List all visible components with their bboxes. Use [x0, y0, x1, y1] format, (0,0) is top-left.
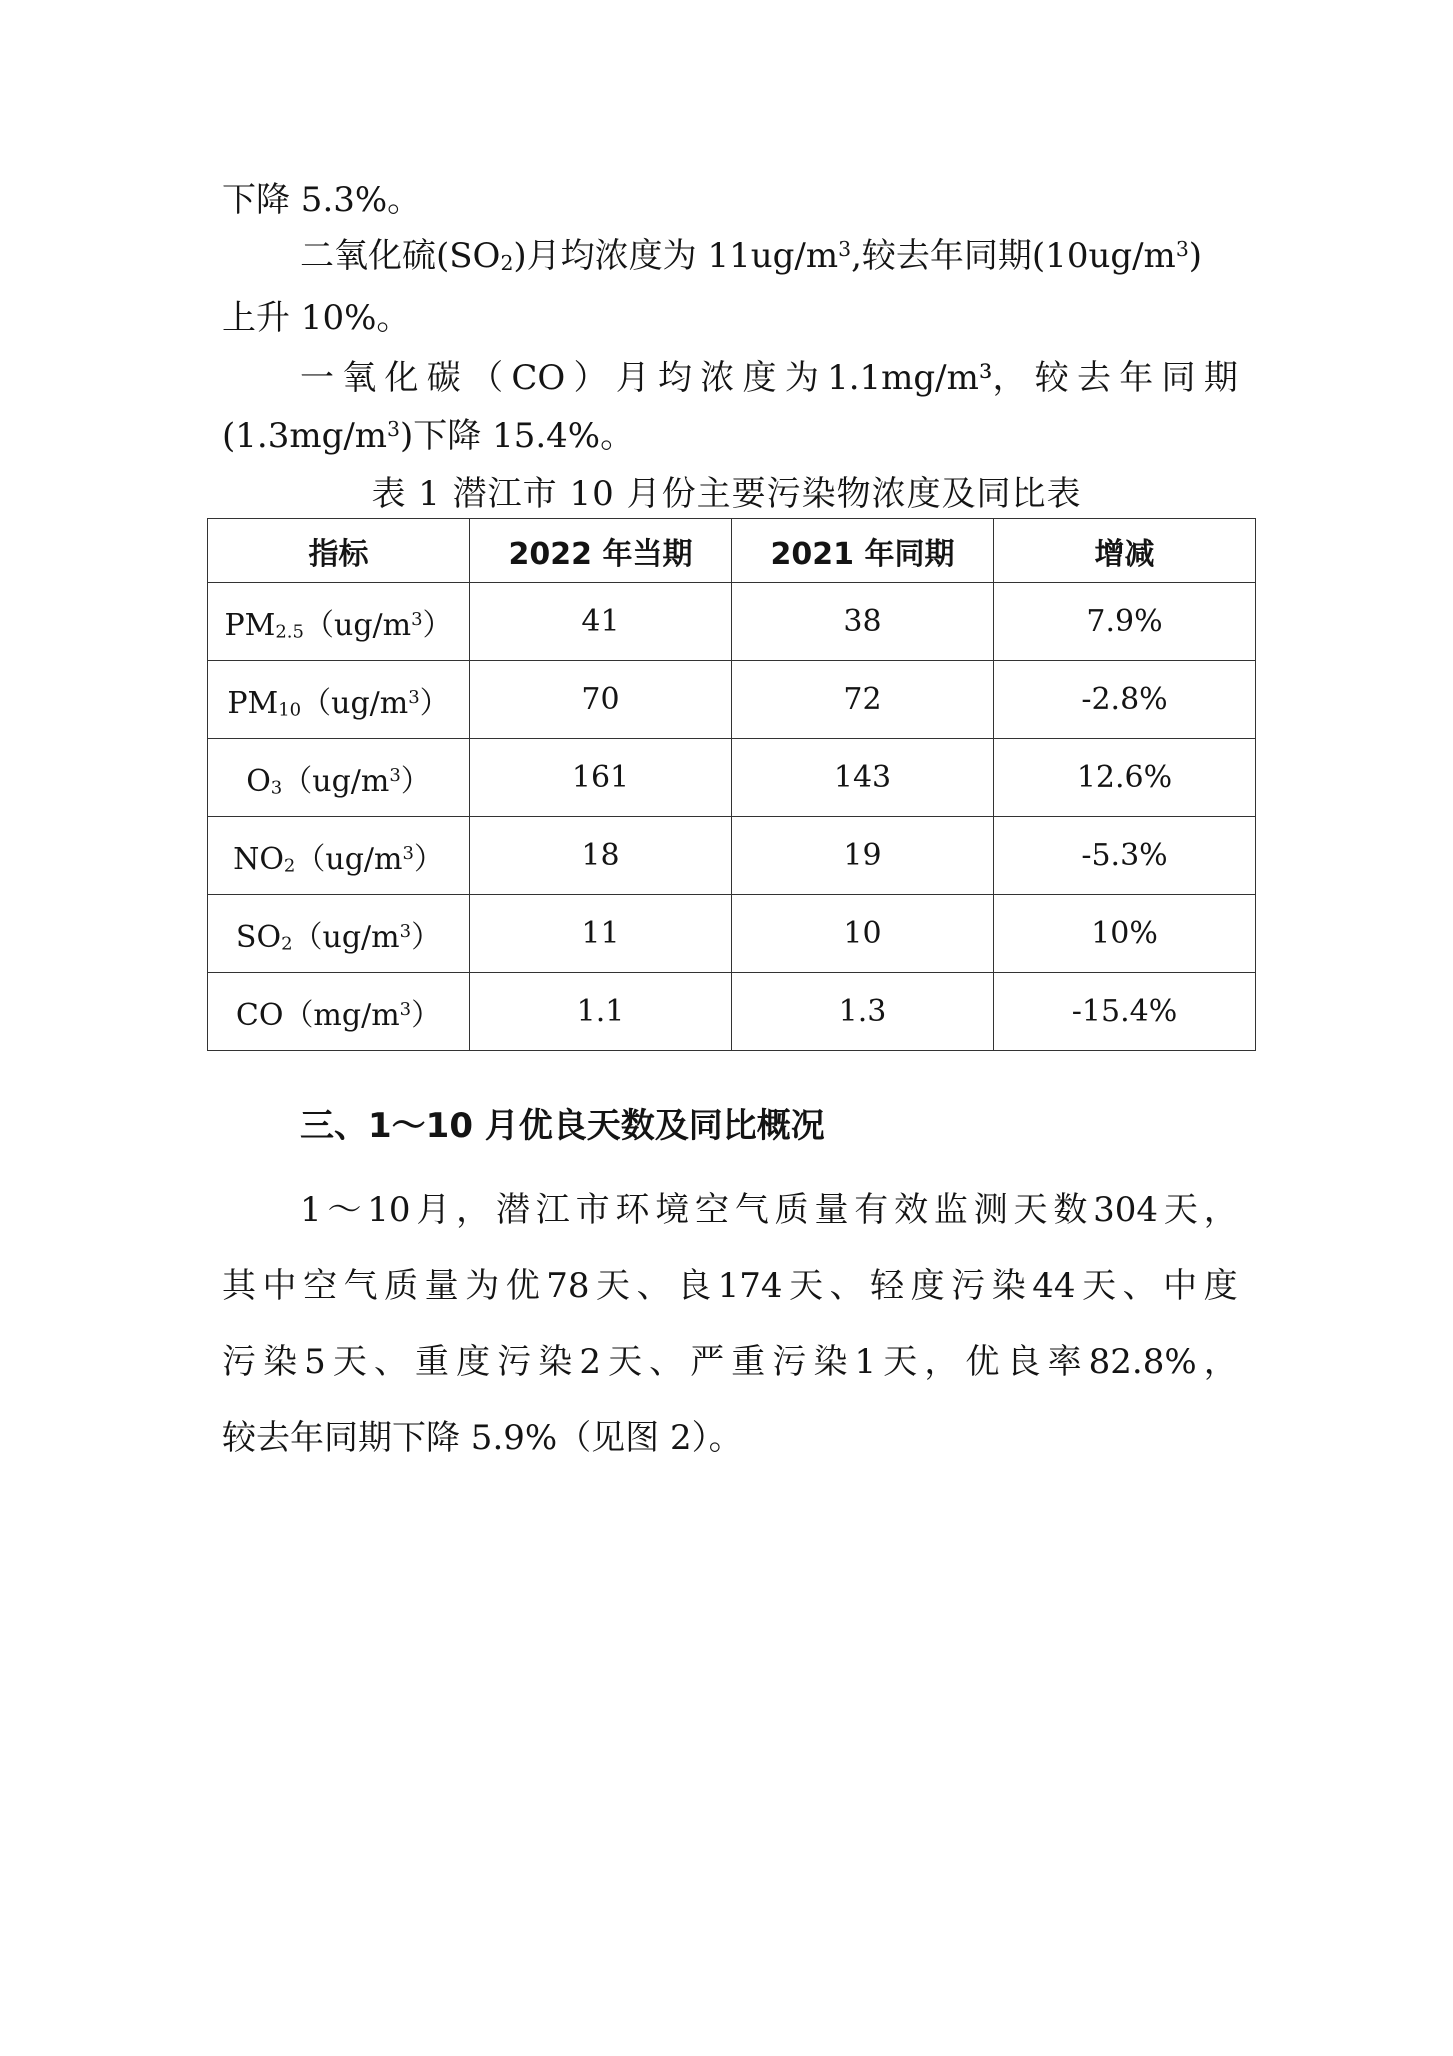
- co-line-token: 年: [1119, 358, 1154, 398]
- section-token: 气: [734, 1190, 769, 1230]
- section-token: ，: [924, 1342, 959, 1382]
- section-token: 染: [991, 1266, 1026, 1306]
- co-line-token: 较: [1034, 358, 1069, 398]
- header-previous-year: 2021 年同期: [732, 519, 994, 583]
- section-token: 10: [367, 1190, 411, 1230]
- paragraph-co: [222, 350, 1238, 406]
- pollutant-table: [207, 518, 1256, 1051]
- section-token: 、: [636, 1266, 671, 1306]
- current-value-cell: 161: [470, 739, 732, 817]
- section-token: 1: [300, 1190, 322, 1230]
- section-token: 其: [222, 1266, 256, 1306]
- section-token: 效: [894, 1190, 929, 1230]
- change-cell: 7.9%: [994, 583, 1256, 661]
- previous-value-cell: 1.3: [732, 973, 994, 1051]
- section-token: 空: [303, 1266, 338, 1306]
- paragraph-so2: 二氧化硫$(SO_2)$月均浓度为 $11ug/m^3$,较去年同期$(10ug/m^3)$: [300, 236, 1203, 276]
- section-token: 度: [1203, 1266, 1238, 1306]
- current-value-cell: 11: [470, 895, 732, 973]
- section-token: 监: [933, 1190, 968, 1230]
- section-token: 78: [546, 1266, 590, 1306]
- table-row: [208, 973, 1256, 1051]
- section-token: 天: [332, 1342, 367, 1382]
- co-line-token: 同: [1161, 358, 1196, 398]
- paragraph-co-line2: $(1.3mg/m^3)$下降 15.4%。: [222, 416, 635, 456]
- indicator-cell: $PM_{2.5}(ug/m^3)$: [208, 583, 470, 661]
- change-cell: 12.6%: [994, 739, 1256, 817]
- previous-value-cell: 143: [732, 739, 994, 817]
- change-cell: -2.8%: [994, 661, 1256, 739]
- section-token: ～: [327, 1190, 362, 1230]
- section-token: 度: [910, 1266, 945, 1306]
- co-line-token: （: [469, 358, 504, 398]
- section-heading: 三、1～10 月优良天数及同比概况: [300, 1106, 825, 1146]
- section-token: 数: [1053, 1190, 1088, 1230]
- co-line-token: 化: [384, 358, 419, 398]
- section-token: 轻: [870, 1266, 905, 1306]
- previous-value-cell: 10: [732, 895, 994, 973]
- previous-value-cell: 38: [732, 583, 994, 661]
- section-line-4: 较去年同期下降 5.9%（见图 2）。: [222, 1418, 743, 1458]
- section-token: 、: [373, 1342, 408, 1382]
- indicator-cell: $CO(mg/m^3)$: [208, 973, 470, 1051]
- section-token: 量: [424, 1266, 459, 1306]
- section-token: 优: [965, 1342, 1000, 1382]
- change-cell: -15.4%: [994, 973, 1256, 1051]
- section-line-1: [222, 1172, 1238, 1248]
- co-line-token: 去: [1077, 358, 1112, 398]
- section-token: 天: [1082, 1266, 1117, 1306]
- section-token: 空: [695, 1190, 730, 1230]
- current-value-cell: 41: [470, 583, 732, 661]
- co-line-token: 碳: [426, 358, 461, 398]
- change-cell: 10%: [994, 895, 1256, 973]
- table-caption: 表 1 潜江市 10 月份主要污染物浓度及同比表: [371, 474, 1082, 514]
- section-token: 率: [1047, 1342, 1082, 1382]
- paragraph-so2-line2: 上升 10%。: [222, 298, 411, 338]
- section-token: 、: [649, 1342, 684, 1382]
- section-token: 潜: [495, 1190, 530, 1230]
- section-token: 气: [343, 1266, 378, 1306]
- section-line-3: [222, 1324, 1238, 1400]
- section-line-2: [222, 1248, 1238, 1324]
- section-token: 82.8%: [1088, 1342, 1197, 1382]
- indicator-cell: $NO_2(ug/m^3)$: [208, 817, 470, 895]
- section-token: 天: [1163, 1190, 1198, 1230]
- section-token: 、: [1122, 1266, 1157, 1306]
- co-line-token: 氧: [342, 358, 377, 398]
- co-line-token: 均: [658, 358, 693, 398]
- section-token: 量: [814, 1190, 849, 1230]
- section-token: 度: [456, 1342, 491, 1382]
- co-line-token: CO: [511, 358, 566, 398]
- section-token: 染: [813, 1342, 848, 1382]
- section-token: 304: [1093, 1190, 1159, 1230]
- co-line-token: 1.1mg/m³，: [827, 358, 1027, 398]
- section-token: 质: [774, 1190, 809, 1230]
- co-line-token: 月: [615, 358, 650, 398]
- section-token: 污: [951, 1266, 986, 1306]
- section-token: 境: [655, 1190, 690, 1230]
- section-token: 174: [717, 1266, 783, 1306]
- section-token: 中: [262, 1266, 297, 1306]
- header-change: 增减: [994, 519, 1256, 583]
- section-token: ，: [456, 1190, 491, 1230]
- section-token: 严: [690, 1342, 725, 1382]
- previous-value-cell: 19: [732, 817, 994, 895]
- section-token: 1: [854, 1342, 877, 1382]
- section-token: 江: [535, 1190, 570, 1230]
- table-header-row: [208, 519, 1256, 583]
- indicator-cell: $PM_{10}(ug/m^3)$: [208, 661, 470, 739]
- change-cell: -5.3%: [994, 817, 1256, 895]
- current-value-cell: 70: [470, 661, 732, 739]
- co-line-token: 为: [784, 358, 819, 398]
- section-token: ，: [1203, 1190, 1238, 1230]
- section-token: 良: [677, 1266, 712, 1306]
- section-token: 良: [1006, 1342, 1041, 1382]
- paragraph-no2-end: 下降 5.3%。: [222, 180, 422, 220]
- section-token: ，: [1203, 1342, 1238, 1382]
- section-token: 污: [222, 1342, 256, 1382]
- header-current-year: 2022 年当期: [470, 519, 732, 583]
- section-token: 市: [575, 1190, 610, 1230]
- co-line-token: 期: [1203, 358, 1238, 398]
- section-token: 天: [596, 1266, 631, 1306]
- section-token: 污: [497, 1342, 532, 1382]
- section-token: 天: [789, 1266, 824, 1306]
- table-row: [208, 661, 1256, 739]
- table-row: [208, 895, 1256, 973]
- current-value-cell: 18: [470, 817, 732, 895]
- section-token: 天: [1013, 1190, 1048, 1230]
- table-row: [208, 583, 1256, 661]
- co-line-token: 浓: [700, 358, 735, 398]
- section-token: 染: [263, 1342, 298, 1382]
- section-token: 染: [538, 1342, 573, 1382]
- section-token: 质: [384, 1266, 419, 1306]
- section-token: 重: [731, 1342, 766, 1382]
- section-token: 有: [854, 1190, 889, 1230]
- section-token: 、: [829, 1266, 864, 1306]
- section-body: [222, 1172, 1238, 1476]
- section-token: 环: [615, 1190, 650, 1230]
- table-row: [208, 817, 1256, 895]
- section-token: 月: [416, 1190, 451, 1230]
- current-value-cell: 1.1: [470, 973, 732, 1051]
- section-token: 测: [973, 1190, 1008, 1230]
- co-line-token: ）: [573, 358, 608, 398]
- co-line-token: 度: [742, 358, 777, 398]
- section-token: 天: [883, 1342, 918, 1382]
- co-line-token: 一: [300, 358, 334, 398]
- section-token: 天: [608, 1342, 643, 1382]
- table-row: [208, 739, 1256, 817]
- section-token: 污: [772, 1342, 807, 1382]
- header-indicator: 指标: [208, 519, 470, 583]
- section-token: 为: [465, 1266, 500, 1306]
- section-token: 优: [505, 1266, 540, 1306]
- section-token: 44: [1032, 1266, 1076, 1306]
- section-token: 中: [1163, 1266, 1198, 1306]
- indicator-cell: $SO_2(ug/m^3)$: [208, 895, 470, 973]
- previous-value-cell: 72: [732, 661, 994, 739]
- section-token: 5: [304, 1342, 326, 1382]
- indicator-cell: $O_3(ug/m^3)$: [208, 739, 470, 817]
- section-token: 2: [579, 1342, 601, 1382]
- section-token: 重: [415, 1342, 450, 1382]
